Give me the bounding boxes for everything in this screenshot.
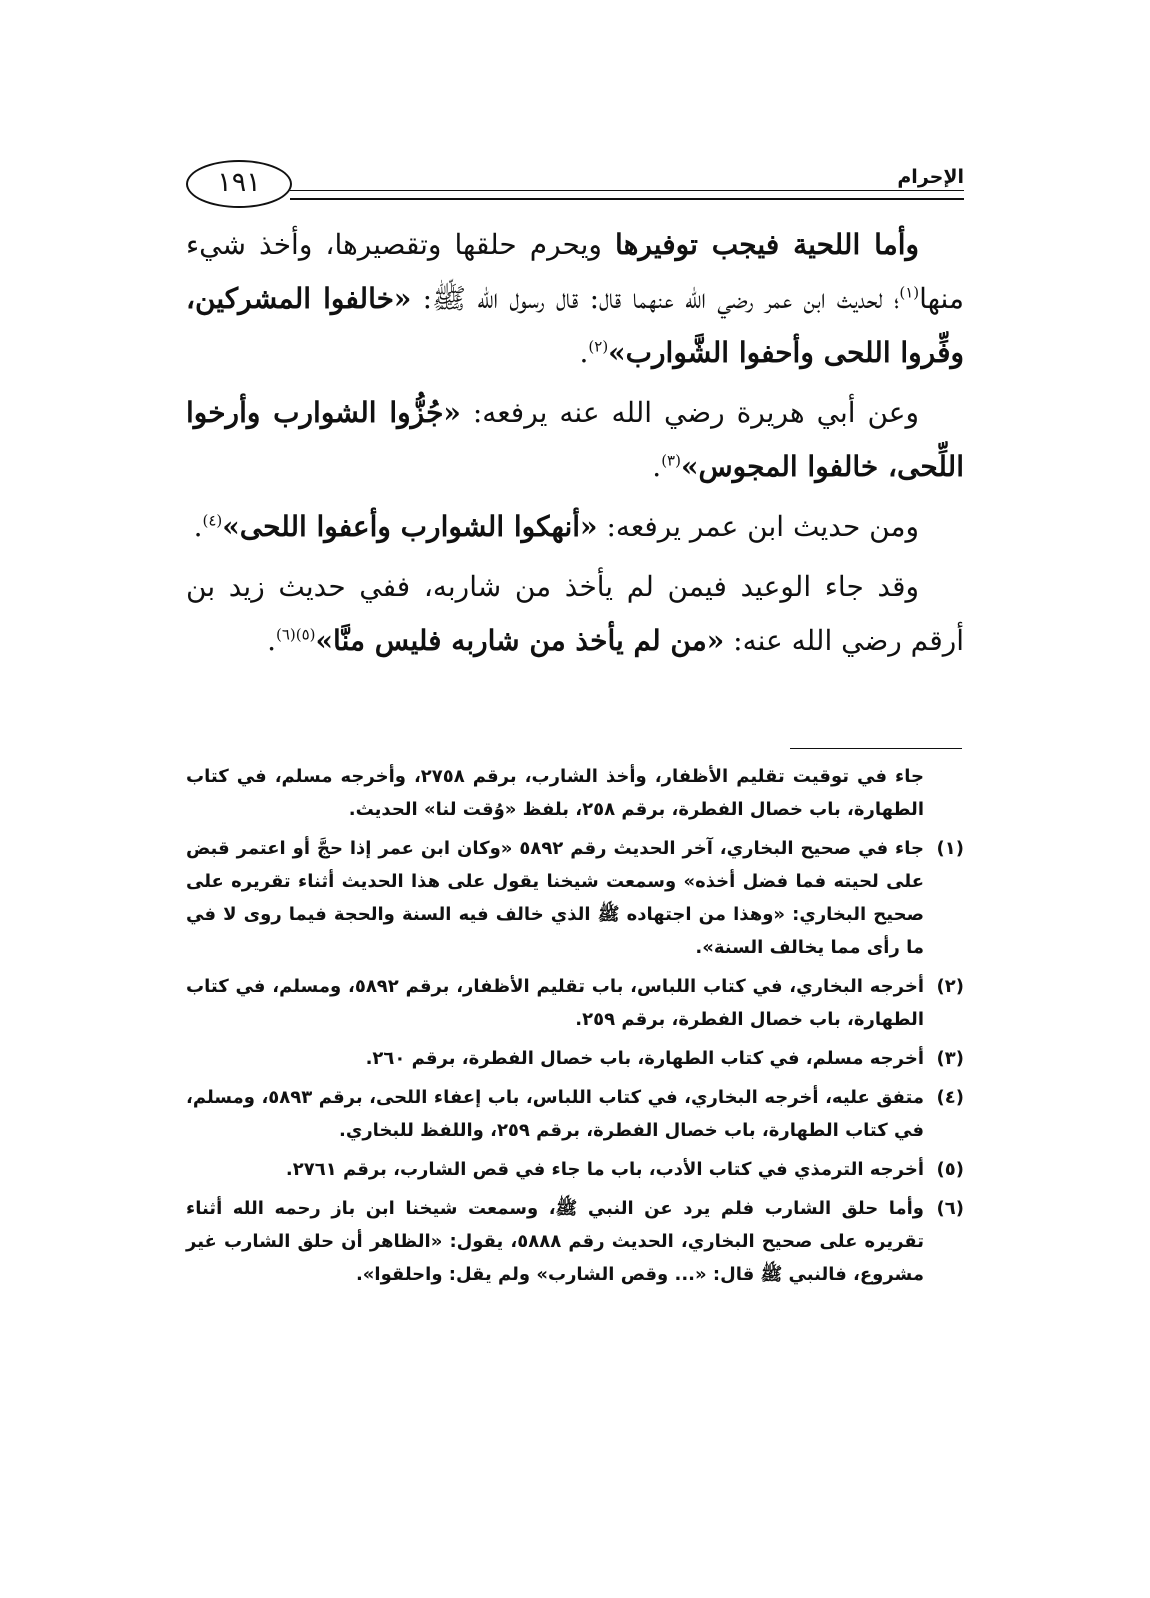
footnote-text: وأما حلق الشارب فلم يرد عن النبي ﷺ، وسمعت شيخنا ابن باز رحمه الله أثناء تقريره على صحيح البخاري، الحديث رقم ٥٨٨٨، يقول: «الظاهر أن حلق الشارب غير مشروع، فالنبي ﷺ قال: «... وقص الشارب» ولم يقل: واحلقوا».	[186, 1198, 925, 1285]
footnote-text: أخرجه البخاري، في كتاب اللباس، باب تقليم الأظفار، برقم ٥٨٩٢، ومسلم، في كتاب الطهارة، باب خصال الفطرة، برقم ٢٥٩.	[186, 976, 924, 1030]
footnote-text: جاء في توقيت تقليم الأظفار، وأخذ الشارب، برقم ٢٧٥٨، وأخرجه مسلم، في كتاب الطهارة، باب خصال الفطرة، برقم ٢٥٨، بلفظ «وُقت لنا» الحديث.	[186, 766, 924, 820]
footnote-continuation	[186, 760, 964, 826]
footnote-number: (١)	[936, 838, 964, 859]
footnote-4	[186, 1081, 964, 1147]
paragraph-beard	[186, 218, 964, 380]
footnote-separator	[790, 748, 962, 749]
footnote-text: أخرجه مسلم، في كتاب الطهارة، باب خصال الفطرة، برقم ٢٦٠.	[365, 1048, 924, 1069]
footnote-1	[186, 832, 964, 964]
text-span: .	[652, 450, 662, 483]
paragraph-warning	[186, 560, 964, 668]
text-span: .	[193, 510, 203, 543]
hadith-quote: «من لم يأخذ من شاربه فليس منَّا»	[315, 624, 725, 657]
chapter-title: الإحرام	[897, 166, 964, 188]
footnote-6	[186, 1192, 964, 1291]
footnote-3	[186, 1042, 964, 1075]
text-span: وقد جاء الوعيد فيمن لم يأخذ من شاربه، ففي حديث زيد بن أرقم رضي الله عنه:	[186, 570, 964, 657]
bold-phrase: وأما اللحية فيجب توفيرها	[615, 228, 919, 261]
footnote-number: (٥)	[936, 1159, 964, 1180]
main-text	[186, 218, 964, 674]
page-number: ١٩١	[186, 160, 292, 208]
footnote-text: أخرجه الترمذي في كتاب الأدب، باب ما جاء في قص الشارب، برقم ٢٧٦١.	[285, 1159, 924, 1180]
footnote-number: (٦)	[936, 1198, 964, 1219]
footnote-2	[186, 970, 964, 1036]
footnote-5	[186, 1153, 964, 1186]
footnote-ref: (٤)	[202, 511, 223, 530]
footnotes	[186, 760, 964, 1297]
header-rule	[290, 190, 964, 200]
footnote-ref: (٥)(٦)	[275, 625, 316, 644]
footnote-number: (٣)	[936, 1048, 964, 1069]
hadith-quote: «أنهكوا الشوارب وأعفوا اللحى»	[222, 510, 598, 543]
text-span: وعن أبي هريرة رضي الله عنه يرفعه:	[460, 396, 920, 429]
footnote-ref: (١)	[899, 283, 920, 302]
paragraph-ibn-umar	[186, 500, 964, 554]
text-span: ويحرم حلقها وتقصيرها، وأخذ شيء منها	[186, 228, 964, 315]
text-span: ومن حديث ابن عمر يرفعه:	[597, 510, 919, 543]
footnote-number: (٤)	[936, 1087, 964, 1108]
text-span: .	[579, 336, 589, 369]
hadith-quote: «جُزُّوا الشوارب وأرخوا اللِّحى، خالفوا المجوس»	[186, 396, 964, 483]
text-span: ؛ لحديث ابن عمر رضي الله عنهما قال: قال رسول الله ﷺ:	[411, 282, 900, 315]
footnote-ref: (٢)	[588, 337, 609, 356]
hadith-quote: «خالفوا المشركين، وفِّروا اللحى وأحفوا الشَّوارب»	[186, 282, 964, 369]
footnote-number: (٢)	[936, 976, 964, 997]
paragraph-abu-hurayra	[186, 386, 964, 494]
page-header	[186, 160, 964, 220]
footnote-text: جاء في صحيح البخاري، آخر الحديث رقم ٥٨٩٢ «وكان ابن عمر إذا حجَّ أو اعتمر قبض على لحيته فما فضل أخذه» وسمعت شيخنا يقول على هذا الحديث أثناء تقريره على صحيح البخاري: «وهذا من اجتهاده ﷺ الذي خالف فيه السنة والحجة فيما روى لا في ما رأى مما يخالف السنة».	[186, 838, 924, 958]
footnote-text: متفق عليه، أخرجه البخاري، في كتاب اللباس، باب إعفاء اللحى، برقم ٥٨٩٣، ومسلم، في كتاب الطهارة، باب خصال الفطرة، برقم ٢٥٩، واللفظ للبخاري.	[186, 1087, 924, 1141]
text-span: .	[267, 624, 276, 657]
footnote-ref: (٣)	[661, 451, 681, 470]
